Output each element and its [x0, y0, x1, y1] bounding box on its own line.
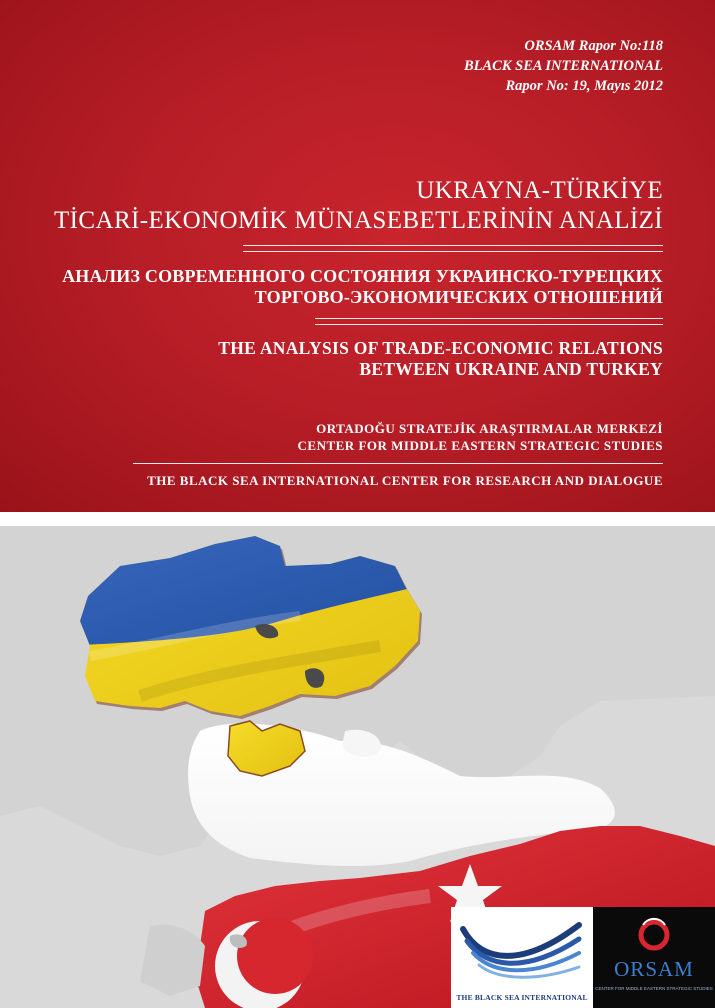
- institute-bsi: THE BLACK SEA INTERNATIONAL CENTER FOR RESEARCH AND DIALOGUE: [147, 473, 663, 488]
- divider: [133, 463, 663, 464]
- report-number: ORSAM Rapor No:118: [524, 38, 663, 54]
- separator-strip: [0, 512, 715, 526]
- title-english-line1: THE ANALYSIS OF TRADE-ECONOMIC RELATIONS: [218, 338, 663, 358]
- title-turkish-line2: TİCARİ-EKONOMİK MÜNASEBETLERİNİN ANALİZİ: [54, 207, 663, 234]
- title-russian-line1: АНАЛИЗ СОВРЕМЕННОГО СОСТОЯНИЯ УКРАИНСКО-ТУРЕЦКИХ: [62, 266, 663, 286]
- title-english-line2: BETWEEN UKRAINE AND TURKEY: [359, 359, 663, 379]
- divider: [243, 245, 663, 246]
- divider: [243, 251, 663, 252]
- institute-turkish: ORTADOĞU STRATEJİK ARAŞTIRMALAR MERKEZİ: [316, 421, 663, 436]
- wave-icon: [451, 907, 593, 987]
- divider: [315, 324, 663, 325]
- bsi-logo-label: THE BLACK SEA INTERNATIONAL: [456, 993, 588, 1002]
- series-name: BLACK SEA INTERNATIONAL: [463, 58, 663, 74]
- orsam-ring-icon: [593, 907, 715, 957]
- report-series-info: [464, 36, 663, 96]
- orsam-logo-sub: CENTER FOR MIDDLE EASTERN STRATEGIC STUDIES: [595, 986, 713, 991]
- divider: [315, 318, 663, 319]
- title-turkish-line1: UKRAYNA-TÜRKİYE: [416, 177, 663, 204]
- title-russian: [62, 266, 663, 308]
- title-english: [218, 338, 663, 380]
- orsam-logo-label: ORSAM: [614, 957, 694, 981]
- report-date: Rapor No: 19, Mayıs 2012: [505, 78, 663, 94]
- black-sea-international-logo: [451, 907, 593, 1008]
- institute-english: CENTER FOR MIDDLE EASTERN STRATEGIC STUDIES: [297, 438, 663, 453]
- institute-names: [298, 420, 663, 454]
- title-russian-line2: ТОРГОВО-ЭКОНОМИЧЕСКИХ ОТНОШЕНИЙ: [254, 287, 663, 307]
- title-turkish: [54, 176, 663, 236]
- orsam-logo: [593, 907, 715, 1008]
